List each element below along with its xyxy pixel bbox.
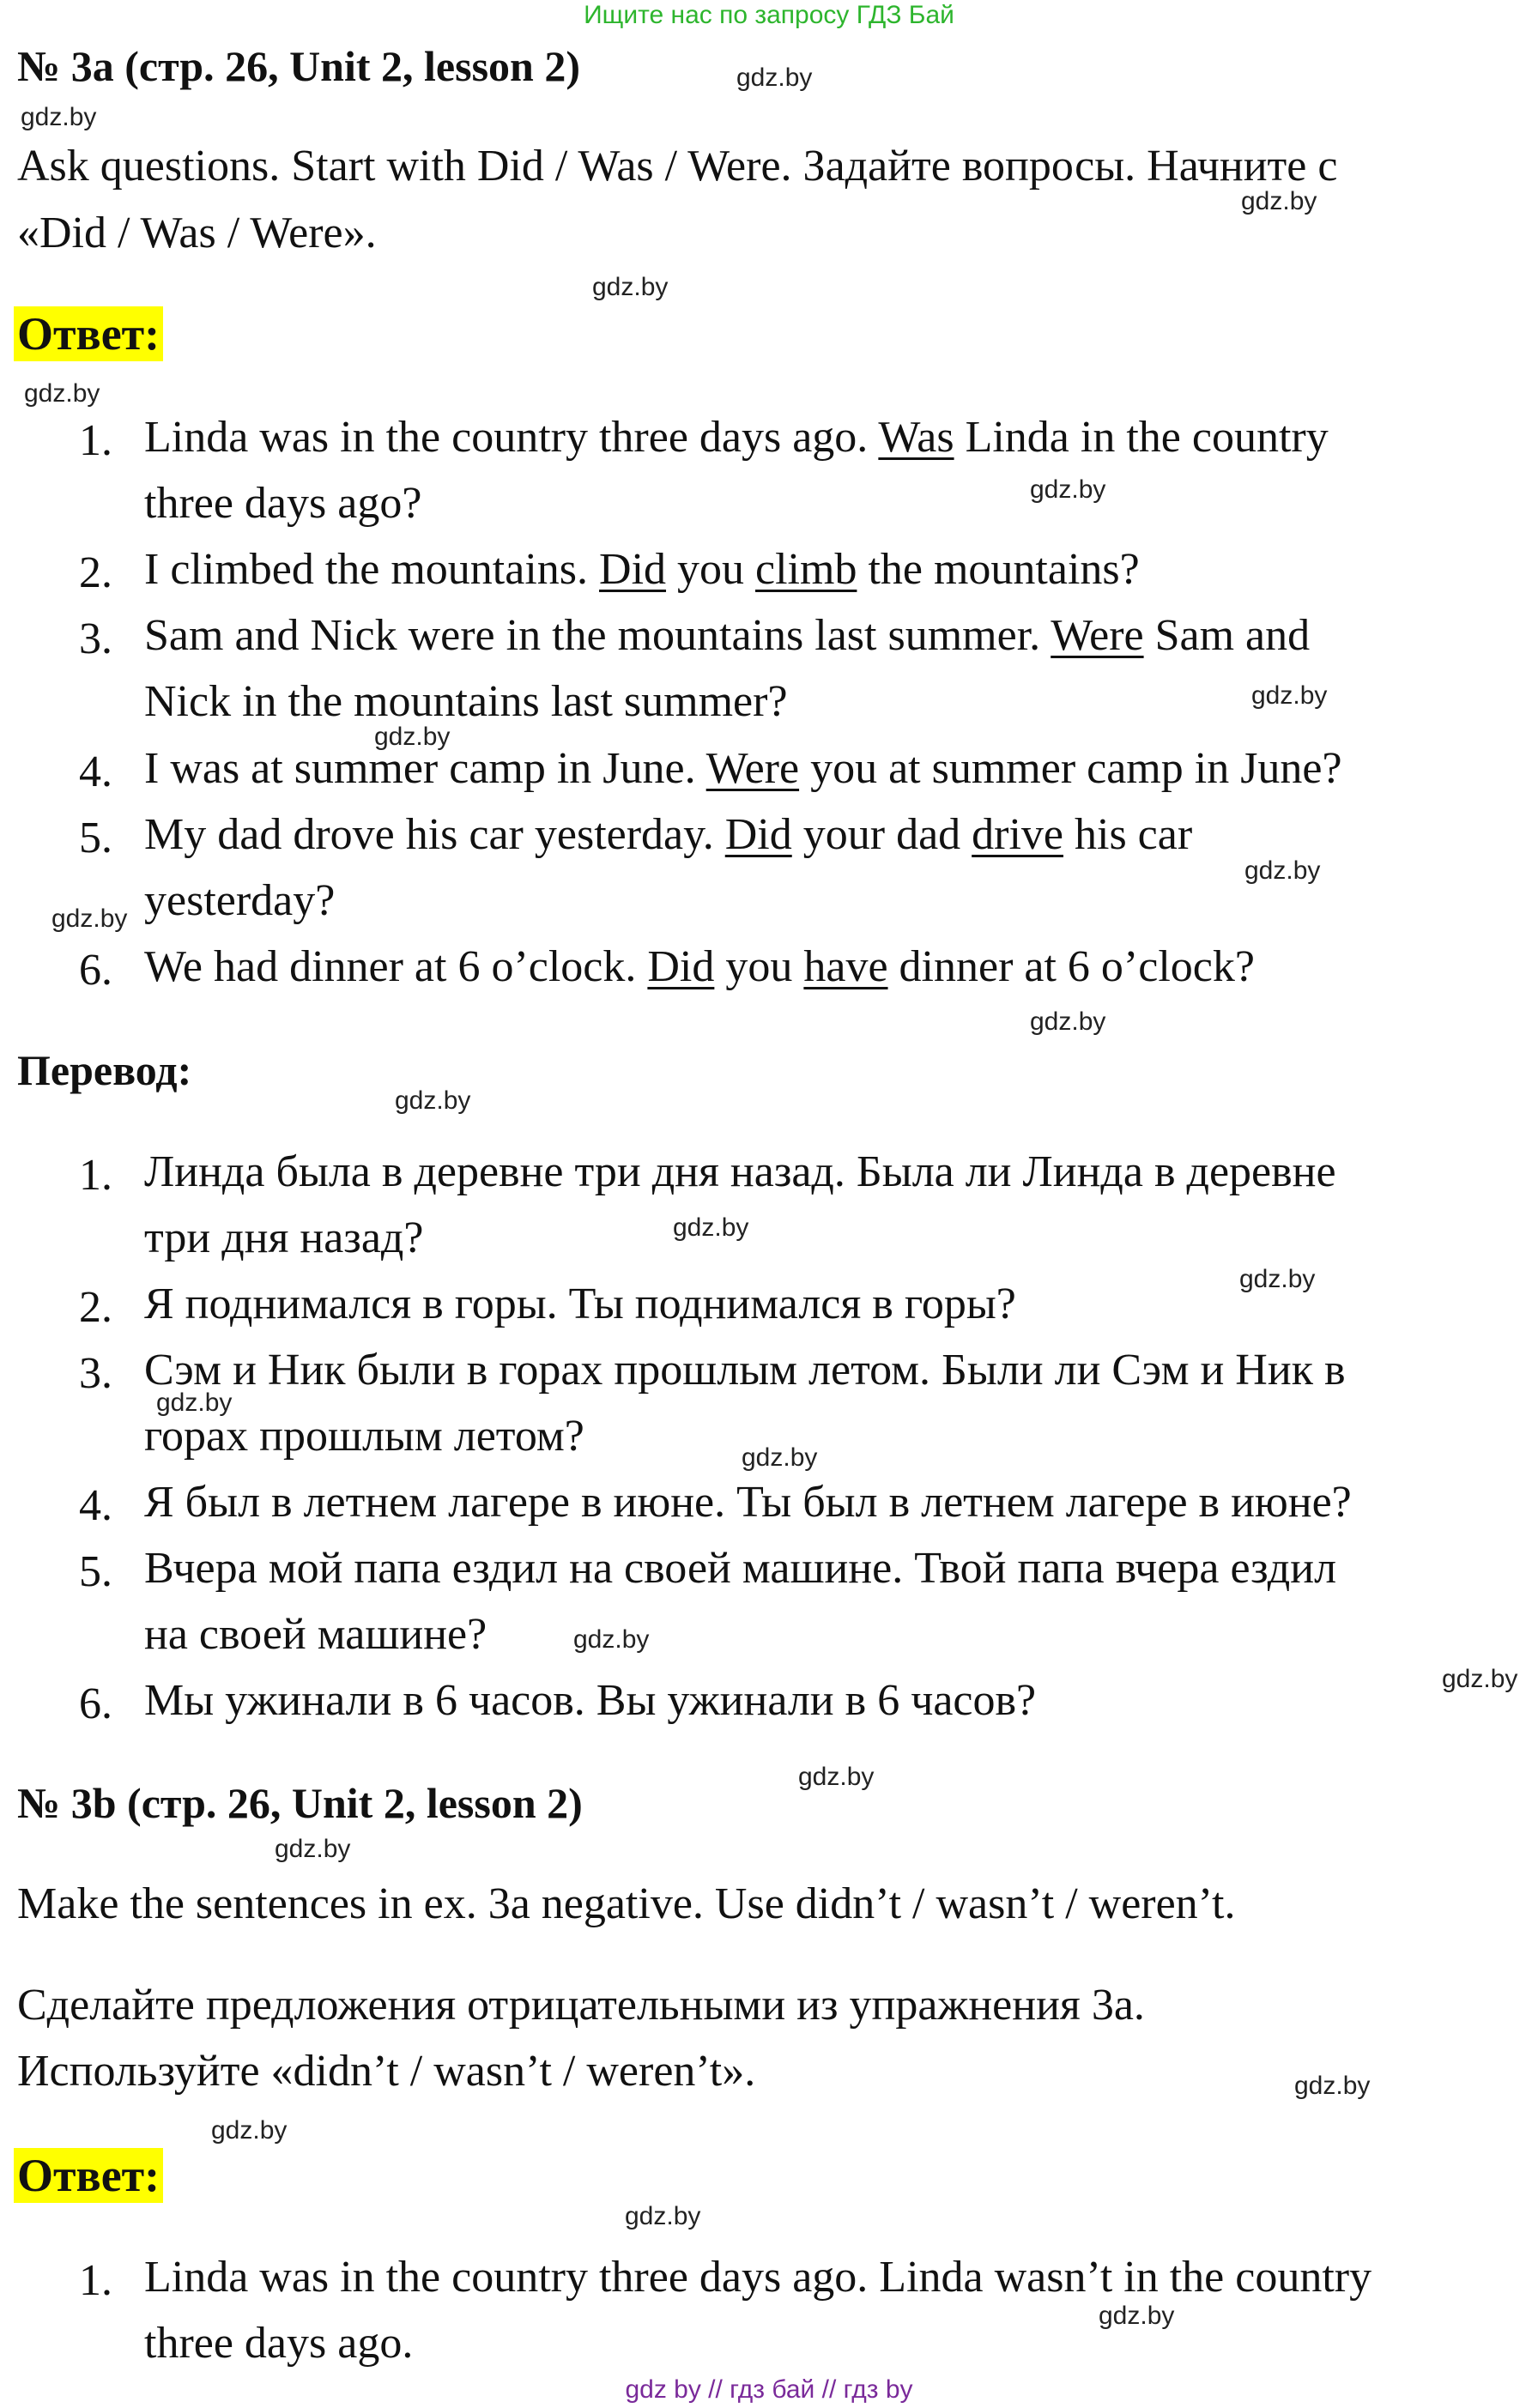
watermark: gdz.by xyxy=(592,273,669,301)
watermark: gdz.by xyxy=(51,905,128,933)
watermark: gdz.by xyxy=(395,1086,471,1115)
underlined-word: Did xyxy=(599,545,667,594)
translation-number: 2. xyxy=(79,1283,112,1332)
translation-4: Я был в летнем лагере в июне. Ты был в летнем лагере в июне? xyxy=(144,1478,1352,1527)
ex3a-heading: № 3a (стр. 26, Unit 2, lesson 2) xyxy=(17,42,580,90)
translation-1-cont: три дня назад? xyxy=(144,1213,424,1262)
ex3b-answer-label: Ответ: xyxy=(14,2148,163,2203)
translation-6: Мы ужинали в 6 часов. Вы ужинали в 6 часов? xyxy=(144,1676,1037,1725)
ex3a-answer-label: Ответ: xyxy=(14,306,163,361)
underlined-word: climb xyxy=(755,545,857,594)
watermark: gdz.by xyxy=(625,2202,701,2230)
ex3b-instruction-en: Make the sentences in ex. 3a negative. Use didn’t / wasn’t / weren’t. xyxy=(17,1879,1236,1928)
watermark: gdz.by xyxy=(156,1389,233,1417)
translation-number: 5. xyxy=(79,1547,112,1596)
watermark: gdz.by xyxy=(1251,681,1328,710)
ex3a-instruction-line1: Ask questions. Start with Did / Was / Were. Задайте вопросы. Начните с xyxy=(17,142,1338,191)
translation-label: Перевод: xyxy=(17,1046,192,1094)
ex3a-answer-number: 6. xyxy=(79,946,112,995)
bottom-banner[interactable]: gdz by // гдз бай // гдз by xyxy=(625,2375,913,2404)
ex3a-answer-5-cont: yesterday? xyxy=(144,876,336,925)
ex3a-instruction-line2: «Did / Was / Were». xyxy=(17,209,377,257)
watermark: gdz.by xyxy=(1241,187,1317,215)
ex3b-instruction-ru-line1: Сделайте предложения отрицательными из упражнения 3a. xyxy=(17,1981,1145,2030)
underlined-word: have xyxy=(803,942,888,991)
underlined-word: Were xyxy=(705,744,800,793)
watermark: gdz.by xyxy=(24,379,100,408)
ex3a-answer-3-cont: Nick in the mountains last summer? xyxy=(144,677,788,726)
translation-number: 4. xyxy=(79,1481,112,1530)
watermark: gdz.by xyxy=(374,723,451,751)
underlined-word: Was xyxy=(878,413,954,462)
watermark: gdz.by xyxy=(736,64,813,92)
watermark: gdz.by xyxy=(211,2116,288,2145)
underlined-word: Did xyxy=(647,942,715,991)
ex3a-answer-number: 5. xyxy=(79,814,112,862)
watermark: gdz.by xyxy=(1294,2072,1371,2100)
ex3a-answer-number: 2. xyxy=(79,548,112,597)
translation-3-cont: горах прошлым летом? xyxy=(144,1412,584,1461)
ex3a-answer-number: 4. xyxy=(79,747,112,796)
watermark: gdz.by xyxy=(673,1213,749,1242)
ex3a-answer-3: Sam and Nick were in the mountains last summer. Were Sam and xyxy=(144,611,1311,660)
translation-number: 6. xyxy=(79,1679,112,1728)
underlined-word: Were xyxy=(1051,611,1144,660)
watermark: gdz.by xyxy=(1239,1265,1316,1293)
ex3b-heading: № 3b (стр. 26, Unit 2, lesson 2) xyxy=(17,1779,583,1827)
watermark: gdz.by xyxy=(1099,2302,1175,2330)
ex3a-answer-number: 1. xyxy=(79,416,112,465)
ex3b-answer-number: 1. xyxy=(79,2256,112,2305)
watermark: gdz.by xyxy=(1030,1007,1106,1036)
ex3a-answer-1: Linda was in the country three days ago. Was Linda in the country xyxy=(144,413,1329,462)
ex3a-answer-6: We had dinner at 6 o’clock. Did you have dinner at 6 o’clock? xyxy=(144,942,1255,991)
watermark: gdz.by xyxy=(798,1763,875,1791)
top-banner[interactable]: Ищите нас по запросу ГДЗ Бай xyxy=(584,1,954,29)
ex3b-answer-1-cont: three days ago. xyxy=(144,2319,414,2368)
watermark: gdz.by xyxy=(1244,856,1321,885)
watermark: gdz.by xyxy=(573,1625,650,1654)
watermark: gdz.by xyxy=(742,1443,818,1472)
translation-1: Линда была в деревне три дня назад. Была ли Линда в деревне xyxy=(144,1147,1336,1196)
translation-5-cont: на своей машине? xyxy=(144,1610,487,1659)
translation-number: 3. xyxy=(79,1349,112,1398)
ex3b-instruction-ru-line2: Используйте «didn’t / wasn’t / weren’t». xyxy=(17,2047,756,2096)
ex3a-answer-number: 3. xyxy=(79,614,112,663)
translation-5: Вчера мой папа ездил на своей машине. Твой папа вчера ездил xyxy=(144,1544,1337,1593)
ex3a-answer-4: I was at summer camp in June. Were you at summer camp in June? xyxy=(144,744,1342,793)
ex3a-answer-5: My dad drove his car yesterday. Did your dad drive his car xyxy=(144,810,1193,859)
ex3a-answer-2: I climbed the mountains. Did you climb the mountains? xyxy=(144,545,1140,594)
watermark: gdz.by xyxy=(1442,1665,1518,1693)
translation-number: 1. xyxy=(79,1151,112,1200)
underlined-word: Did xyxy=(724,810,792,859)
ex3b-answer-1: Linda was in the country three days ago. Linda wasn’t in the country xyxy=(144,2253,1372,2302)
underlined-word: drive xyxy=(972,810,1063,859)
ex3a-answer-1-cont: three days ago? xyxy=(144,479,422,528)
translation-2: Я поднимался в горы. Ты поднимался в горы? xyxy=(144,1280,1016,1328)
watermark: gdz.by xyxy=(275,1835,351,1863)
watermark: gdz.by xyxy=(21,103,97,131)
translation-3: Сэм и Ник были в горах прошлым летом. Были ли Сэм и Ник в xyxy=(144,1346,1346,1395)
watermark: gdz.by xyxy=(1030,475,1106,504)
